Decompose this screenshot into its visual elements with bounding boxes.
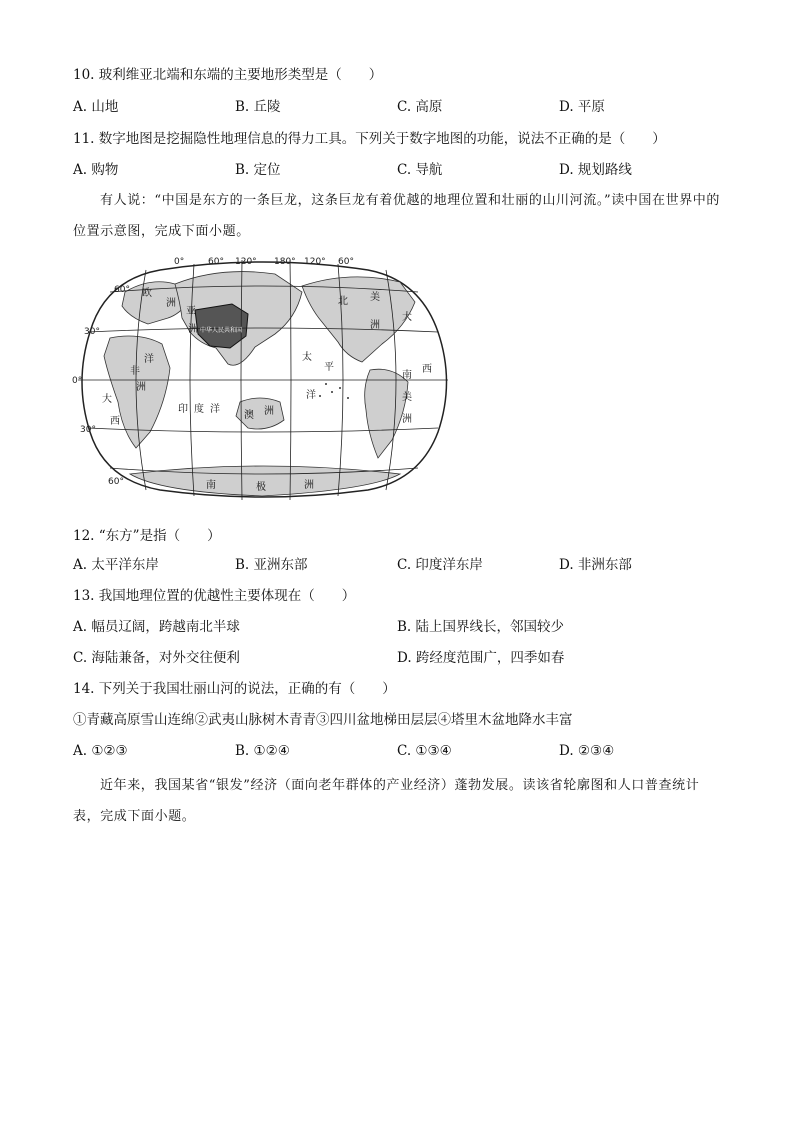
map-left-label: 60° bbox=[114, 285, 130, 295]
world-map-figure bbox=[70, 252, 455, 507]
label-atlantic-west-1: 大 bbox=[102, 394, 112, 405]
q13-option-a: A. 幅员辽阔，跨越南北半球 bbox=[73, 619, 240, 635]
map-top-label: 120° bbox=[304, 257, 326, 267]
map-left-label: 60° bbox=[108, 477, 124, 487]
label-indian-1: 印 bbox=[178, 404, 188, 415]
q12-option-d: D. 非洲东部 bbox=[559, 557, 632, 573]
q13-option-d: D. 跨经度范围广，四季如春 bbox=[397, 650, 565, 666]
question-12-stem: 12. “东方”是指（ ） bbox=[73, 528, 221, 544]
question-13-stem: 13. 我国地理位置的优越性主要体现在（ ） bbox=[73, 588, 356, 604]
q13-option-c: C. 海陆兼备，对外交往便利 bbox=[73, 650, 240, 666]
question-14-stem: 14. 下列关于我国壮丽山河的说法，正确的有（ ） bbox=[73, 681, 396, 697]
map-top-label: 60° bbox=[208, 257, 224, 267]
label-south-america-1: 南 bbox=[402, 370, 412, 381]
label-pacific-3: 洋 bbox=[306, 390, 316, 401]
q10-option-c: C. 高原 bbox=[397, 99, 443, 115]
label-china: 中华人民共和国 bbox=[200, 327, 243, 334]
island-dot bbox=[331, 391, 333, 393]
label-africa-2: 洲 bbox=[136, 382, 146, 393]
label-antarctica-2: 极 bbox=[256, 482, 266, 493]
label-north-america-2: 美 bbox=[370, 292, 380, 303]
label-south-america-2: 美 bbox=[402, 392, 412, 403]
label-asia-1: 亚 bbox=[186, 306, 196, 317]
label-antarctica-1: 南 bbox=[206, 480, 216, 491]
q10-option-b: B. 丘陵 bbox=[235, 99, 281, 115]
label-atlantic-1: 大 bbox=[402, 312, 412, 323]
q12-option-a: A. 太平洋东岸 bbox=[73, 557, 159, 573]
q14-option-a: A. ①②③ bbox=[73, 743, 128, 759]
map-top-label: 0° bbox=[174, 257, 185, 267]
q14-option-c: C. ①③④ bbox=[397, 743, 452, 759]
island-dot bbox=[325, 383, 327, 385]
label-europe-2: 洲 bbox=[166, 298, 176, 309]
map-left-label: 30° bbox=[84, 327, 100, 337]
label-europe-1: 欧 bbox=[142, 288, 152, 299]
label-pacific-1: 太 bbox=[302, 352, 312, 363]
map-left-label: 0° bbox=[72, 376, 83, 386]
label-south-america-3: 洲 bbox=[402, 414, 412, 425]
q12-option-c: C. 印度洋东岸 bbox=[397, 557, 483, 573]
label-antarctica-3: 洲 bbox=[304, 480, 314, 491]
label-australia-1: 澳 bbox=[244, 410, 254, 421]
label-north-america-1: 北 bbox=[338, 296, 348, 307]
label-atlantic-2: 西 bbox=[422, 364, 432, 375]
question-11-stem: 11. 数字地图是挖掘隐性地理信息的得力工具。下列关于数字地图的功能，说法不正确的是（ ） bbox=[73, 131, 666, 147]
q11-option-d: D. 规划路线 bbox=[559, 162, 632, 178]
map-top-label: 60° bbox=[338, 257, 354, 267]
label-indian-2: 度 bbox=[194, 404, 204, 415]
label-north-america-3: 洲 bbox=[370, 320, 380, 331]
map-top-label: 120° bbox=[235, 257, 257, 267]
q10-option-d: D. 平原 bbox=[559, 99, 605, 115]
q13-option-b: B. 陆上国界线长，邻国较少 bbox=[397, 619, 565, 635]
question-10-stem: 10. 玻利维亚北端和东端的主要地形类型是（ ） bbox=[73, 67, 383, 83]
map-top-label: 180° bbox=[274, 257, 296, 267]
q12-option-b: B. 亚洲东部 bbox=[235, 557, 308, 573]
island-dot bbox=[319, 395, 321, 397]
label-australia-2: 洲 bbox=[264, 406, 274, 417]
label-atlantic-west-2: 西 bbox=[110, 416, 120, 427]
island-dot bbox=[347, 397, 349, 399]
question-14-statements: ①青藏高原雪山连绵②武夷山脉树木青青③四川盆地梯田层层④塔里木盆地降水丰富 bbox=[73, 712, 573, 728]
q14-option-d: D. ②③④ bbox=[559, 743, 615, 759]
passage-silver-economy: 近年来，我国某省“银发”经济（面向老年群体的产业经济）蓬勃发展。读该省轮廓图和人口普查统计表，完成下面小题。 bbox=[73, 778, 700, 824]
q14-option-b: B. ①②④ bbox=[235, 743, 290, 759]
label-asia-2: 洲 bbox=[188, 324, 198, 335]
label-indian-3: 洋 bbox=[210, 404, 220, 415]
label-africa-1: 非 bbox=[130, 366, 140, 377]
passage-map: 有人说：“中国是东方的一条巨龙，这条巨龙有着优越的地理位置和壮丽的山川河流。”读中国在世界中的位置示意图，完成下面小题。 bbox=[73, 193, 720, 239]
world-map-svg bbox=[70, 252, 455, 507]
q11-option-a: A. 购物 bbox=[73, 162, 119, 178]
island-dot bbox=[339, 387, 341, 389]
label-atlantic-west-3: 洋 bbox=[144, 354, 154, 365]
q11-option-c: C. 导航 bbox=[397, 162, 443, 178]
q10-option-a: A. 山地 bbox=[73, 99, 119, 115]
q11-option-b: B. 定位 bbox=[235, 162, 281, 178]
map-left-label: 30° bbox=[80, 425, 96, 435]
label-pacific-2: 平 bbox=[324, 362, 334, 373]
